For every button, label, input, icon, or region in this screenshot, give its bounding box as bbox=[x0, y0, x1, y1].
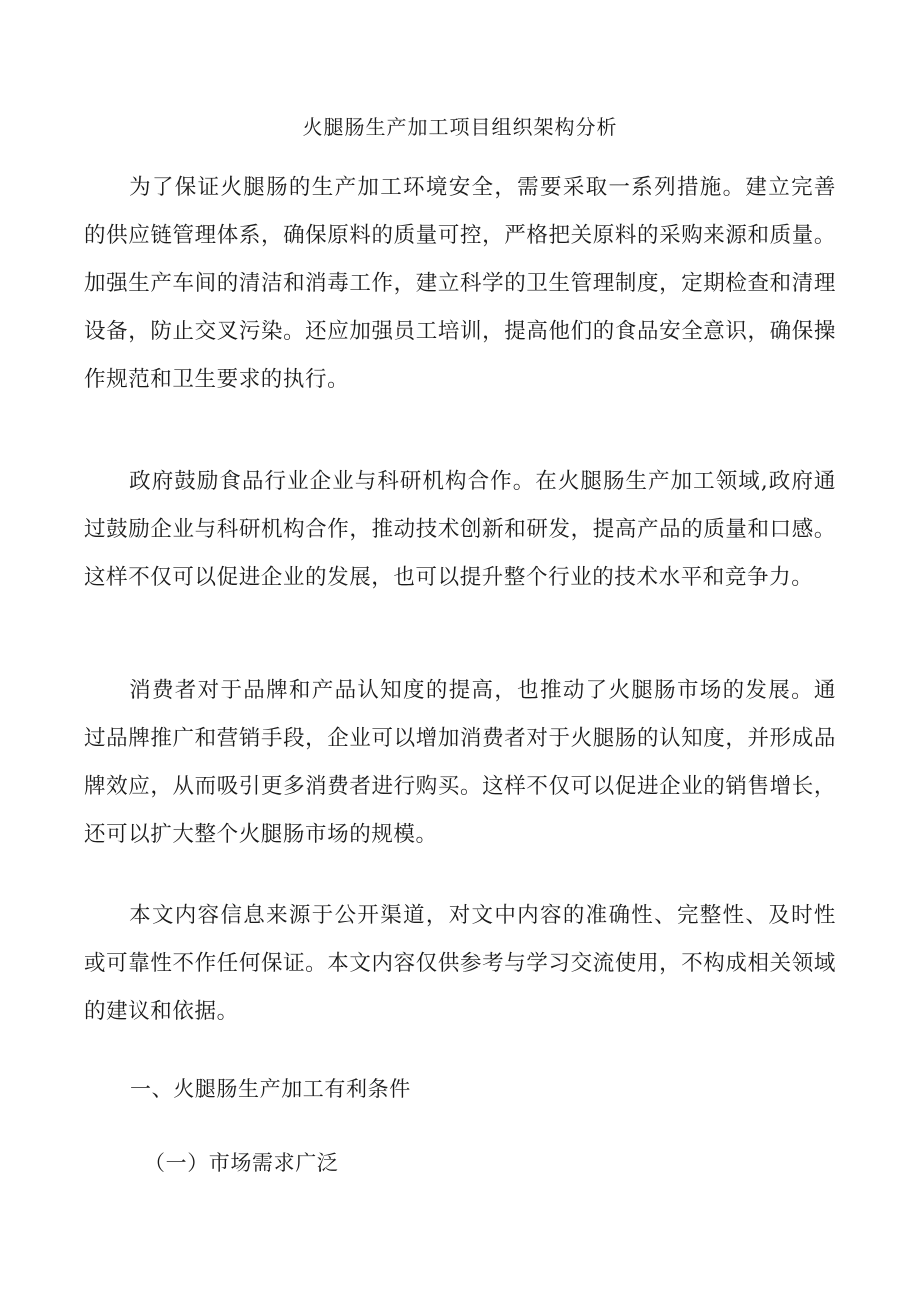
document-title: 火腿肠生产加工项目组织架构分析 bbox=[302, 115, 618, 139]
paragraph-government-cooperation: 政府鼓励食品行业企业与科研机构合作。在火腿肠生产加工领域,政府通过鼓励企业与科研机构合作，推动技术创新和研发，提高产品的质量和口感。这样不仅可以促进企业的发展，也可以提升整个行业的技术水平和竞争力。 bbox=[84, 469, 836, 590]
paragraph-brand-awareness: 消费者对于品牌和产品认知度的提高，也推动了火腿肠市场的发展。通过品牌推广和营销手段，企业可以增加消费者对于火腿肠的认知度，并形成品牌效应，从而吸引更多消费者进行购买。这样不仅可以促进企业的销售增长，还可以扩大整个火腿肠市场的规模。 bbox=[84, 678, 836, 847]
paragraph-food-safety-measures: 为了保证火腿肠的生产加工环境安全，需要采取一系列措施。建立完善的供应链管理体系，确保原料的质量可控，严格把关原料的采购来源和质量。加强生产车间的清洁和消毒工作，建立科学的卫生管理制度，定期检查和清理设备，防止交叉污染。还应加强员工培训，提高他们的食品安全意识，确保操作规范和卫生要求的执行。 bbox=[84, 175, 836, 392]
subsection-heading: （一）市场需求广泛 bbox=[144, 1151, 339, 1175]
paragraph-disclaimer: 本文内容信息来源于公开渠道，对文中内容的准确性、完整性、及时性或可靠性不作任何保证。本文内容仅供参考与学习交流使用，不构成相关领域的建议和依据。 bbox=[84, 903, 836, 1024]
section-heading: 一、火腿肠生产加工有利条件 bbox=[130, 1077, 411, 1101]
